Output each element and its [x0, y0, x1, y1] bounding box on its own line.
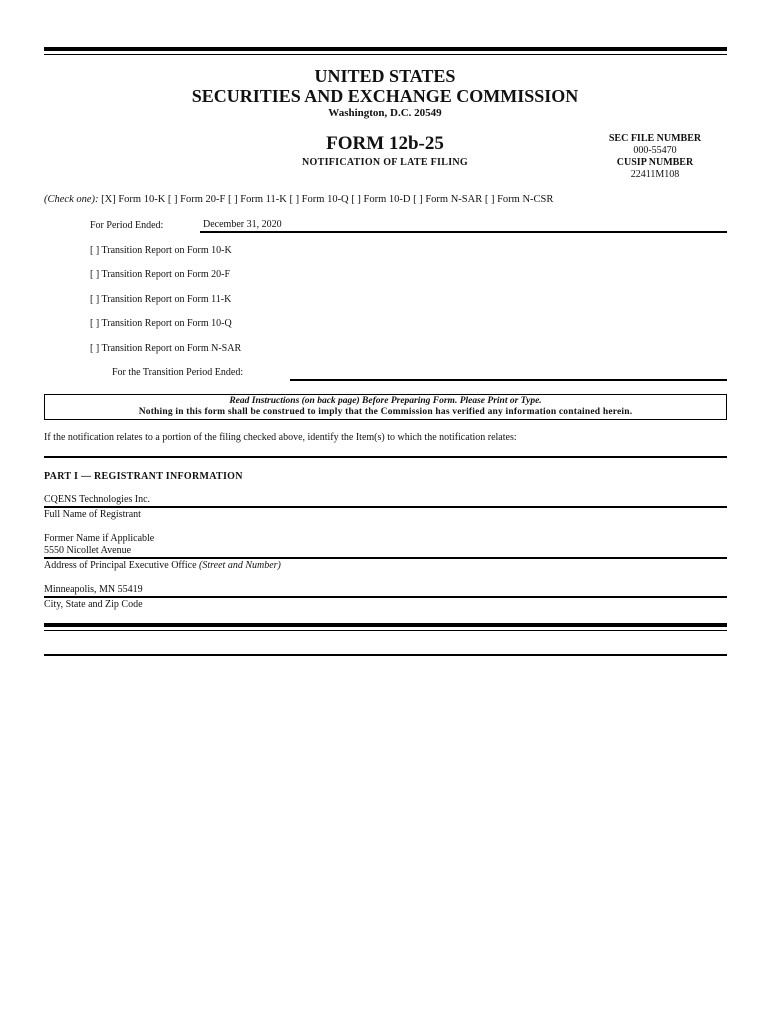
address-label: [44, 560, 281, 571]
header-united-states: UNITED STATES: [314, 66, 456, 86]
address-label-note: (Street and Number): [199, 560, 281, 571]
transition-10k[interactable]: [ ] Transition Report on Form 10-K: [90, 245, 232, 256]
notice-instructions: Read Instructions (on back page) Before Preparing Form. Please Print or Type.: [229, 396, 542, 406]
city-line: [44, 596, 727, 598]
bottom-rule-thick: [44, 623, 727, 627]
notice-disclaimer: Nothing in this form shall be construed to imply that the Commission has verified any information contained herein.: [138, 407, 633, 417]
transition-11k[interactable]: [ ] Transition Report on Form 11-K: [90, 294, 232, 305]
part1-heading: PART I — REGISTRANT INFORMATION: [44, 471, 243, 482]
sec-file-number-label: SEC FILE NUMBER: [608, 133, 702, 144]
relates-line: [44, 456, 727, 458]
former-name-label: Former Name if Applicable: [44, 533, 155, 544]
bottom-rule-thin: [44, 630, 727, 631]
top-rule-thin: [44, 54, 727, 55]
city-label: City, State and Zip Code: [44, 599, 143, 610]
sec-file-number: 000-55470: [633, 145, 677, 156]
header-address: Washington, D.C. 20549: [328, 107, 442, 119]
transition-nsar[interactable]: [ ] Transition Report on Form N-SAR: [90, 343, 242, 354]
transition-period-line[interactable]: [290, 379, 727, 381]
form-subtitle: NOTIFICATION OF LATE FILING: [302, 157, 468, 168]
form-title: FORM 12b-25: [326, 133, 444, 154]
check-one-line: [44, 194, 553, 205]
transition-period-label: For the Transition Period Ended:: [112, 367, 244, 378]
registrant-name-line: [44, 506, 727, 508]
transition-10q[interactable]: [ ] Transition Report on Form 10-Q: [90, 318, 232, 329]
period-ended-label: For Period Ended:: [90, 220, 164, 231]
address-value[interactable]: 5550 Nicollet Avenue: [44, 545, 132, 556]
address-label-main: Address of Principal Executive Office: [44, 560, 197, 571]
check-one-options: [X] Form 10-K [ ] Form 20-F [ ] Form 11-K [ ] Form 10-Q [ ] Form 10-D [ ] Form N-SAR [ ] Form N-CSR: [101, 194, 554, 205]
top-rule-thick: [44, 47, 727, 51]
cusip-number: 22411M108: [630, 169, 680, 180]
period-ended-line: [200, 231, 727, 233]
cusip-label: CUSIP NUMBER: [616, 157, 694, 168]
transition-20f[interactable]: [ ] Transition Report on Form 20-F: [90, 269, 231, 280]
sec-info-block: [570, 133, 740, 181]
registrant-name-label: Full Name of Registrant: [44, 509, 141, 520]
city-value[interactable]: Minneapolis, MN 55419: [44, 584, 143, 595]
check-one-label: (Check one):: [44, 194, 99, 205]
notice-box: [44, 394, 727, 420]
header-commission: SECURITIES AND EXCHANGE COMMISSION: [191, 86, 579, 106]
registrant-name[interactable]: CQENS Technologies Inc.: [44, 494, 151, 505]
period-ended-value[interactable]: December 31, 2020: [203, 219, 282, 230]
relates-text: If the notification relates to a portion of the filing checked above, identify the Item(s) to which the notification relates:: [44, 432, 517, 443]
address-line: [44, 557, 727, 559]
bottom-rule-end: [44, 654, 727, 656]
